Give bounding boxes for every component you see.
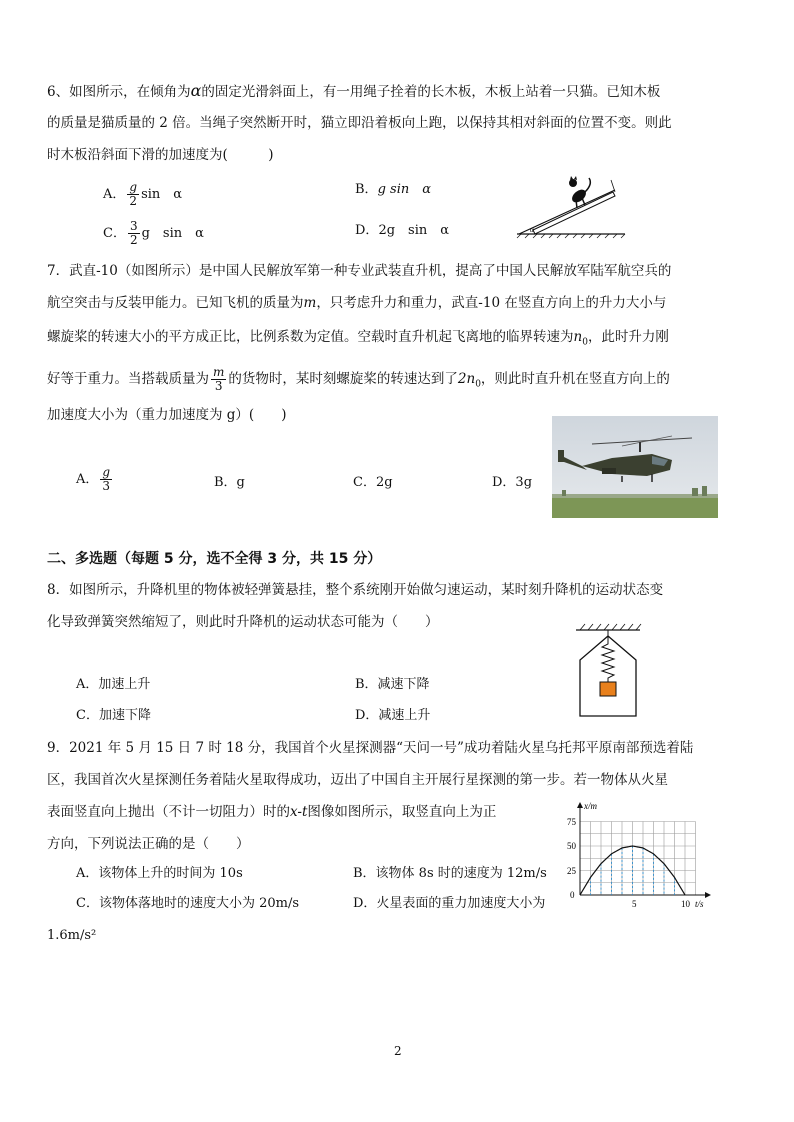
- helicopter-photo: [552, 416, 718, 518]
- q8-option-a[interactable]: A．加速上升: [76, 677, 151, 692]
- q8-line-1: 8．如图所示，升降机里的物体被轻弹簧悬挂，整个系统刚开始做匀速运动，某时刻升降机的运动状态变: [47, 582, 664, 598]
- fraction: $\frac{g}{3}$: [102, 465, 111, 493]
- q8-option-c[interactable]: C．加速下降: [76, 708, 151, 723]
- y-axis-label: x/m: [584, 801, 597, 811]
- q7-option-c[interactable]: C．2g: [353, 475, 393, 490]
- q8-line-2: 化导致弹簧突然缩短了，则此时升降机的运动状态可能为（ ）: [47, 614, 439, 630]
- q8-option-d[interactable]: D．减速上升: [355, 708, 431, 723]
- q7-line-1: 7．武直-10（如图所示）是中国人民解放军第一种专业武装直升机，提高了中国人民解放军陆军航空兵的: [47, 263, 672, 279]
- alpha-label: α: [530, 226, 534, 234]
- q9-option-b[interactable]: B．该物体 8s 时的速度为 12m/s: [353, 866, 547, 881]
- spring-icon: [602, 636, 614, 682]
- q9-line-1: 9．2021 年 5 月 15 日 7 时 18 分，我国首个火星探测器“天问一号”成功着陆火星乌托邦平原南部预选着陆: [47, 740, 694, 756]
- q6-option-b[interactable]: B．g sin α: [355, 182, 431, 197]
- q6-line-2: 的质量是猫质量的 2 倍。当绳子突然断开时，猫立即沿着板向上跑，以保持其相对斜面的位置不变。则此: [47, 115, 672, 131]
- block-icon: [600, 682, 616, 696]
- x-tick-label: 5: [632, 899, 637, 909]
- q6-option-a[interactable]: A． $\frac{g}{2}$ sin α: [103, 180, 183, 208]
- q9-option-c[interactable]: C．该物体落地时的速度大小为 20m/s: [76, 896, 299, 911]
- q9-line-3: 表面竖直向上抛出（不计一切阻力）时的x-t图像如图所示，取竖直向上为正: [47, 804, 497, 820]
- y-tick-label: 50: [567, 841, 576, 851]
- x-axis-arrow-icon: [705, 892, 711, 898]
- section-2-heading: 二、多选题（每题 5 分，选不全得 3 分，共 15 分）: [47, 551, 382, 567]
- xt-graph: [555, 800, 720, 910]
- y-tick-label: 0: [570, 890, 575, 900]
- incline-cat-figure: [515, 170, 627, 240]
- q7-option-b[interactable]: B．g: [214, 475, 245, 490]
- q6-line-3: 时木板沿斜面下滑的加速度为( ): [47, 147, 274, 163]
- q7-option-a[interactable]: A． $\frac{g}{3}$: [76, 465, 111, 493]
- y-tick-label: 75: [567, 817, 576, 827]
- y-axis-arrow-icon: [577, 802, 583, 808]
- page-number: 2: [394, 1044, 402, 1058]
- q9-line-4: 方向，下列说法正确的是（ ）: [47, 836, 250, 852]
- q8-option-b[interactable]: B．减速下降: [355, 677, 430, 692]
- q7-line-2: 航空突击与反装甲能力。已知飞机的质量为m，只考虑升力和重力，武直-10 在竖直方向上的升力大小与: [47, 295, 667, 311]
- q9-option-d-continued: 1.6m/s²: [47, 928, 97, 943]
- q7-line-4: 好等于重力。当搭载质量为 $\frac{m}{3}$ 的货物时，某时刻螺旋桨的转速达到了$2n_0$，则此时直升机在竖直方向上的: [47, 365, 670, 393]
- q6-option-c[interactable]: C． $\frac{3}{2}$ g sin α: [103, 219, 204, 247]
- q7-line-3: 螺旋桨的转速大小的平方成正比，比例系数为定值。空载时直升机起飞离地的临界转速为$n_0$，此时升力刚: [47, 329, 669, 348]
- q7-option-d[interactable]: D．3g: [492, 475, 533, 490]
- q9-line-2: 区，我国首次火星探测任务着陆火星取得成功，迈出了中国自主开展行星探测的第一步。若一物体从火星: [47, 772, 668, 788]
- q6-line-1: 6、如图所示，在倾角为α的固定光滑斜面上，有一用绳子拴着的长木板，木板上站着一只猫。已知木板: [47, 81, 661, 100]
- q6-option-d[interactable]: D．2g sin α: [355, 223, 450, 238]
- x-tick-label: 10: [681, 899, 690, 909]
- q7-line-5: 加速度大小为（重力加速度为 g）( ): [47, 407, 287, 423]
- x-axis-label: t/s: [695, 899, 704, 909]
- q9-option-d[interactable]: D．火星表面的重力加速度大小为: [353, 896, 546, 911]
- y-tick-label: 25: [567, 866, 576, 876]
- elevator-spring-figure: [572, 620, 644, 722]
- fraction: $\frac{m}{3}$: [213, 365, 225, 393]
- fraction: $\frac{3}{2}$: [129, 219, 138, 247]
- q9-option-a[interactable]: A．该物体上升的时间为 10s: [76, 866, 243, 881]
- fraction: $\frac{g}{2}$: [129, 180, 138, 208]
